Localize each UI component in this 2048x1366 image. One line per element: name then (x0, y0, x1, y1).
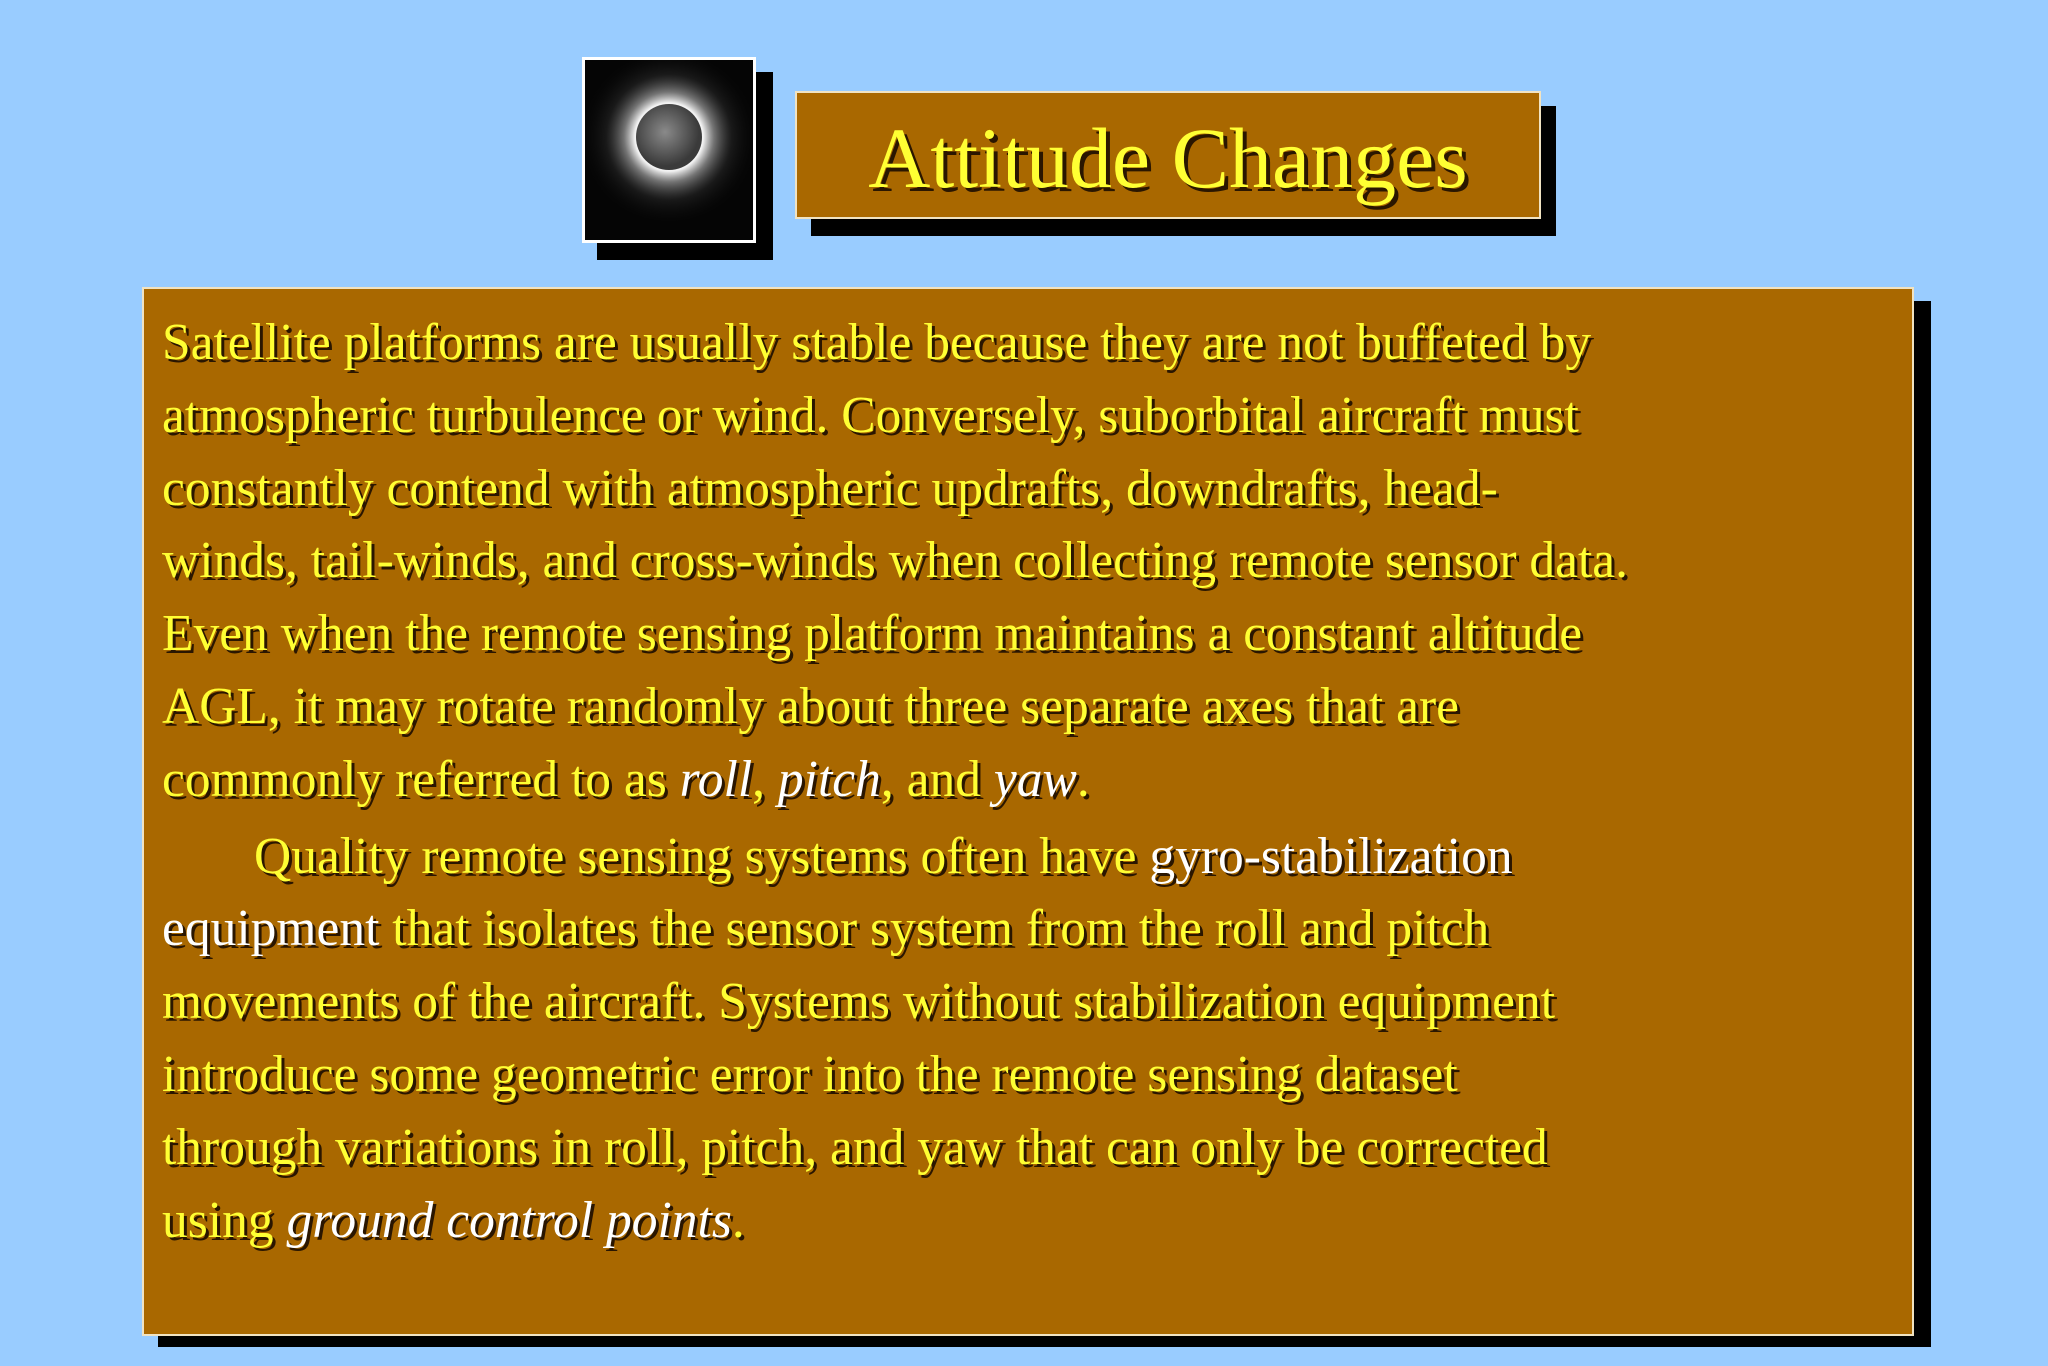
p2-line: through variations in roll, pitch, and yaw that can only be corrected (162, 1118, 1548, 1176)
p2-line: introduce some geometric error into the remote sensing dataset (162, 1045, 1458, 1103)
term-pitch: pitch (777, 750, 881, 808)
title-banner (795, 91, 1541, 219)
term-equipment: equipment (162, 900, 380, 958)
p1-line-lead: commonly referred to as (162, 750, 680, 808)
content-panel (142, 287, 1914, 1336)
separator: , (752, 750, 778, 808)
term-gyro-stabilization: gyro-stabilization (1149, 827, 1513, 885)
period: . (731, 1191, 745, 1249)
p1-line: constantly contend with atmospheric updrafts, downdrafts, head- (162, 459, 1498, 517)
term-ground-control-points: ground control points (286, 1191, 732, 1249)
p2-after-highlight: that isolates the sensor system from the roll and pitch (379, 900, 1490, 958)
p1-line: atmospheric turbulence or wind. Conversely, suborbital aircraft must (162, 386, 1579, 444)
p2-lead: Quality remote sensing systems often have (254, 827, 1150, 885)
solar-eclipse-icon (582, 57, 756, 243)
p2-line: movements of the aircraft. Systems without stabilization equipment (162, 973, 1556, 1031)
separator: , and (880, 750, 994, 808)
term-yaw: yaw (993, 750, 1077, 808)
p1-line: AGL, it may rotate randomly about three separate axes that are (162, 677, 1459, 735)
p1-line: Satellite platforms are usually stable because they are not buffeted by (162, 314, 1592, 371)
p1-line: winds, tail-winds, and cross-winds when collecting remote sensor data. (162, 532, 1628, 590)
paragraph-2 (162, 821, 1894, 1258)
period: . (1076, 750, 1090, 808)
p1-line: Even when the remote sensing platform maintains a constant altitude (162, 605, 1583, 663)
slide-title: Attitude Changes (868, 110, 1468, 206)
term-roll: roll (679, 750, 753, 808)
paragraph-1 (162, 307, 1894, 817)
p2-line-lead: using (162, 1191, 287, 1249)
